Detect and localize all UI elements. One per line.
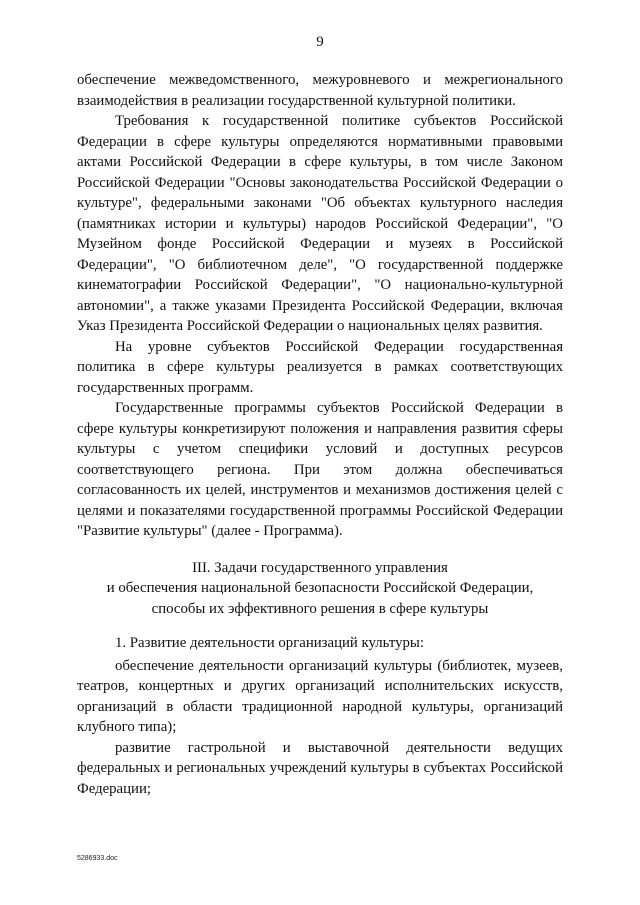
section-heading-line: и обеспечения национальной безопасности Российской Федерации, xyxy=(106,580,534,596)
section-heading-line: III. Задачи государственного управления xyxy=(192,559,448,576)
list-paragraph: развитие гастрольной и выставочной деятельности ведущих федеральных и региональных учреждений культуры в субъектах Российской Федерации; xyxy=(77,739,563,797)
page-number: 9 xyxy=(316,34,324,50)
paragraph: Требования к государственной политике субъектов Российской Федерации в сфере культуры определяются нормативными правовыми актами Российской Федерации в сфере культуры, в том числе Законом Российской Федерации "Основы законодательства Российской Федерации о культуре", федеральными законами "Об объектах культурного наследия (памятниках истории и культуры) народов Российской Федерации", "О Музейном фонде Российской Федерации и музеях в Российской Федерации", "О библиотечном деле", "О государственной поддержке кинематографии Российской Федерации", "О национально-культурной автономии", а также указами Президента Российской Федерации, включая Указ Президента Российской Федерации о национальных целях развития. xyxy=(77,113,563,334)
paragraph: обеспечение межведомственного, межуровневого и межрегионального взаимодействия в реализации государственной культурной политики. xyxy=(77,72,563,109)
paragraph: Государственные программы субъектов Российской Федерации в сфере культуры конкретизируют положения и направления развития сферы культуры с учетом специфики условий и доступных ресурсов соответствующего региона. При этом должна обеспечиваться согласованность их целей, инструментов и механизмов достижения целей с целями и показателями государственной программы Российской Федерации "Развитие культуры" (далее - Программа). xyxy=(77,400,563,539)
subheading: 1. Развитие деятельности организаций культуры: xyxy=(115,635,424,651)
section-heading-line: способы их эффективного решения в сфере культуры xyxy=(151,600,489,617)
section-heading xyxy=(77,558,563,620)
file-name-footer: 5286933.doc xyxy=(77,855,118,862)
paragraph: На уровне субъектов Российской Федерации государственная политика в сфере культуры реализуется в рамках соответствующих государственных программ. xyxy=(77,338,563,396)
list-paragraph: обеспечение деятельности организаций культуры (библиотек, музеев, театров, концертных и других организаций исполнительских искусств, организаций в области традиционной народной культуры, организаций клубного типа); xyxy=(77,657,563,735)
document-body xyxy=(77,70,563,799)
